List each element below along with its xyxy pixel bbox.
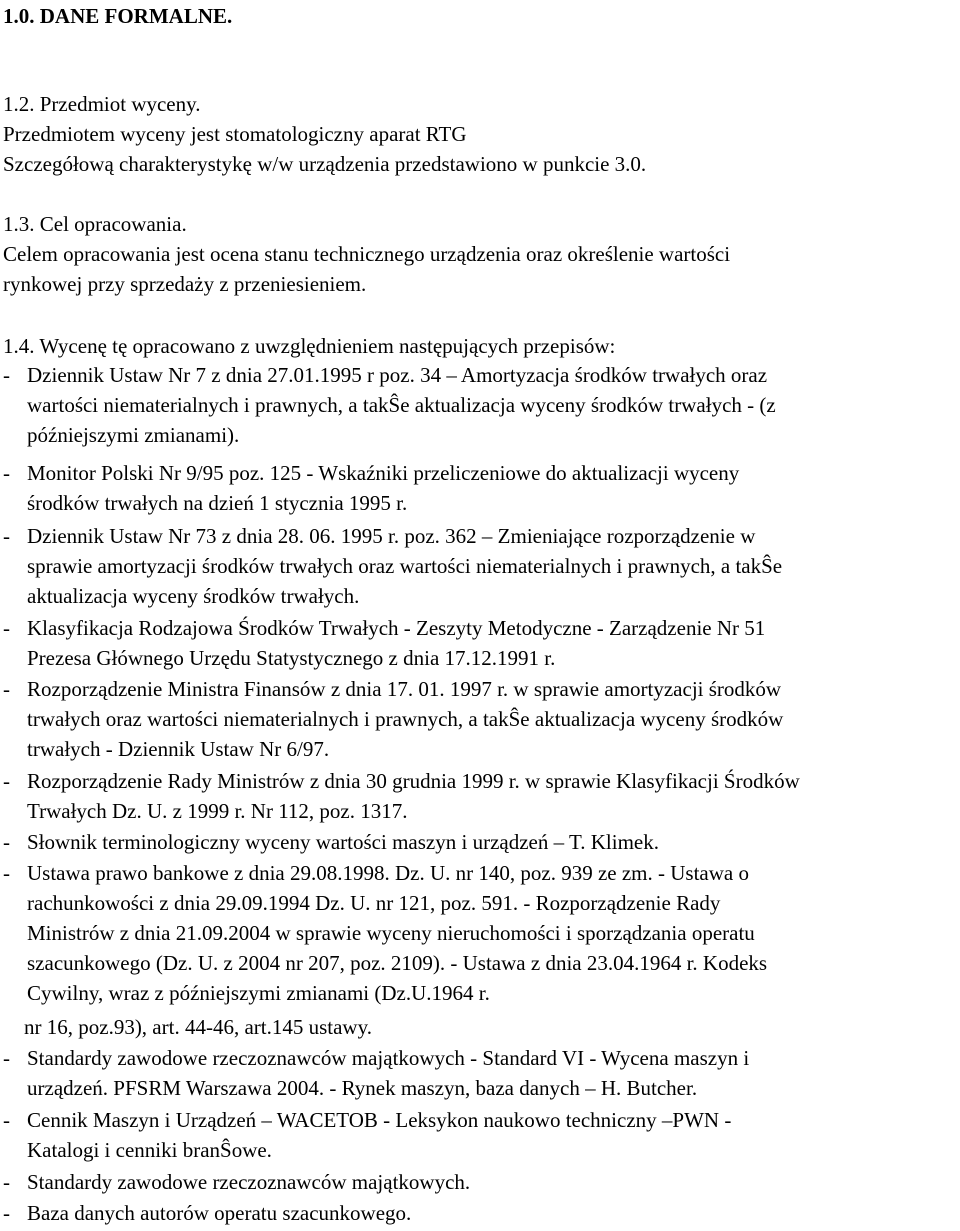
regulation-item — [3, 521, 952, 611]
item-line: rachunkowości z dnia 29.09.1994 Dz. U. nr 121, poz. 591. - Rozporządzenie Rady — [27, 891, 721, 915]
item-line: szacunkowego (Dz. U. z 2004 nr 207, poz. 2109). - Ustawa z dnia 23.04.1964 r. Kodeks — [27, 951, 768, 975]
subsection-title-1-4: 1.4. Wycenę tę opracowano z uwzględnieniem następujących przepisów: — [3, 334, 616, 358]
subsection-title-1-3: 1.3. Cel opracowania. — [3, 212, 187, 236]
item-line: Cennik Maszyn i Urządzeń – WACETOB - Leksykon naukowo techniczny –PWN - — [27, 1108, 732, 1132]
paragraph-line: Celem opracowania jest ocena stanu technicznego urządzenia oraz określenie wartości — [3, 242, 731, 266]
item-line: sprawie amortyzacji środków trwałych oraz wartości niematerialnych i prawnych, a takŜe — [27, 554, 783, 578]
list-dash: - — [3, 677, 10, 701]
item-line: Dziennik Ustaw Nr 7 z dnia 27.01.1995 r poz. 34 – Amortyzacja środków trwałych oraz — [27, 363, 768, 387]
item-line: późniejszymi zmianami). — [27, 423, 240, 447]
item-line: urządzeń. PFSRM Warszawa 2004. - Rynek maszyn, baza danych – H. Butcher. — [27, 1076, 698, 1100]
list-dash: - — [3, 1108, 10, 1132]
regulation-item — [3, 827, 952, 857]
paragraph-line: Przedmiotem wyceny jest stomatologiczny aparat RTG — [3, 122, 467, 146]
item-line: Dziennik Ustaw Nr 73 z dnia 28. 06. 1995 r. poz. 362 – Zmieniające rozporządzenie w — [27, 524, 756, 548]
subsection-title-1-2: 1.2. Przedmiot wyceny. — [3, 92, 201, 116]
regulation-item — [3, 458, 952, 518]
list-dash: - — [3, 830, 10, 854]
list-dash: - — [3, 363, 10, 387]
list-dash: - — [3, 1046, 10, 1070]
regulation-item — [3, 1198, 952, 1228]
list-dash: - — [3, 461, 10, 485]
paragraph-line: rynkowej przy sprzedaży z przeniesieniem. — [3, 272, 367, 296]
item-line: Słownik terminologiczny wyceny wartości maszyn i urządzeń – T. Klimek. — [27, 830, 659, 854]
item-line: Prezesa Głównego Urzędu Statystycznego z dnia 17.12.1991 r. — [27, 646, 556, 670]
item-line: aktualizacja wyceny środków trwałych. — [27, 584, 360, 608]
item-line: Ustawa prawo bankowe z dnia 29.08.1998. Dz. U. nr 140, poz. 939 ze zm. - Ustawa o — [27, 861, 749, 885]
item-line: Klasyfikacja Rodzajowa Środków Trwałych - Zeszyty Metodyczne - Zarządzenie Nr 51 — [27, 616, 766, 640]
item-line: wartości niematerialnych i prawnych, a takŜe aktualizacja wyceny środków trwałych - (z — [27, 393, 776, 417]
regulation-item — [3, 1105, 952, 1165]
item-line: Rozporządzenie Rady Ministrów z dnia 30 grudnia 1999 r. w sprawie Klasyfikacji Środków — [27, 769, 800, 793]
item-line: Katalogi i cenniki branŜowe. — [27, 1138, 272, 1162]
item-line: środków trwałych na dzień 1 stycznia 1995 r. — [27, 491, 408, 515]
item-line: trwałych oraz wartości niematerialnych i prawnych, a takŜe aktualizacja wyceny środków — [27, 707, 784, 731]
item-continuation: nr 16, poz.93), art. 44-46, art.145 ustawy. — [24, 1015, 372, 1039]
paragraph-line: Szczegółową charakterystykę w/w urządzenia przedstawiono w punkcie 3.0. — [3, 152, 647, 176]
regulation-item — [3, 674, 952, 764]
regulation-item — [3, 766, 952, 826]
regulation-item — [3, 360, 952, 450]
item-line: Standardy zawodowe rzeczoznawców majątkowych. — [27, 1170, 471, 1194]
item-line: Rozporządzenie Ministra Finansów z dnia 17. 01. 1997 r. w sprawie amortyzacji środków — [27, 677, 782, 701]
list-dash: - — [3, 861, 10, 885]
item-line: Baza danych autorów operatu szacunkowego. — [27, 1201, 412, 1225]
section-heading: 1.0. DANE FORMALNE. — [3, 4, 233, 28]
regulation-item — [3, 613, 952, 673]
item-line: Ministrów z dnia 21.09.2004 w sprawie wyceny nieruchomości i sporządzania operatu — [27, 921, 755, 945]
list-dash: - — [3, 1170, 10, 1194]
regulation-item — [3, 1167, 952, 1197]
item-line: Monitor Polski Nr 9/95 poz. 125 - Wskaźniki przeliczeniowe do aktualizacji wyceny — [27, 461, 740, 485]
item-line: trwałych - Dziennik Ustaw Nr 6/97. — [27, 737, 330, 761]
regulation-item — [3, 858, 952, 1008]
list-dash: - — [3, 1201, 10, 1225]
regulation-item — [3, 1043, 952, 1103]
list-dash: - — [3, 769, 10, 793]
item-line: Standardy zawodowe rzeczoznawców majątkowych - Standard VI - Wycena maszyn i — [27, 1046, 750, 1070]
list-dash: - — [3, 524, 10, 548]
item-line: Trwałych Dz. U. z 1999 r. Nr 112, poz. 1317. — [27, 799, 408, 823]
list-dash: - — [3, 616, 10, 640]
item-line: Cywilny, wraz z późniejszymi zmianami (Dz.U.1964 r. — [27, 981, 490, 1005]
